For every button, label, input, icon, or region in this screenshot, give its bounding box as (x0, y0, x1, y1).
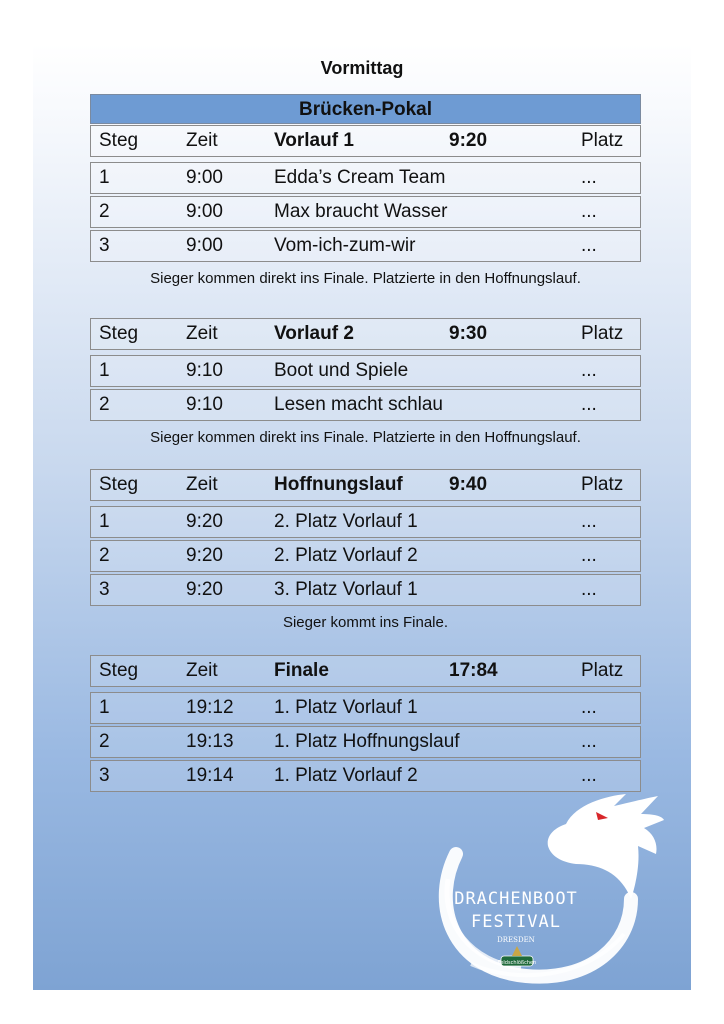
cell-team: 1. Platz Vorlauf 2 (274, 765, 418, 786)
section-note: Sieger kommen direkt ins Finale. Platzierte in den Hoffnungslauf. (150, 270, 581, 287)
section-vorlauf-1 (90, 125, 641, 287)
cell-platz: ... (581, 545, 597, 566)
cell-steg: 2 (99, 201, 110, 222)
drachenboot-festival-logo (426, 784, 666, 984)
cell-team: 1. Platz Vorlauf 1 (274, 697, 418, 718)
race-time: 17:84 (449, 660, 498, 681)
sponsor-text: Feldschlößchen (497, 960, 537, 966)
cell-zeit: 9:10 (186, 394, 223, 415)
cell-steg: 3 (99, 765, 110, 786)
cell-platz: ... (581, 731, 597, 752)
race-title: Finale (274, 660, 329, 681)
cell-zeit: 9:20 (186, 511, 223, 532)
cell-platz: ... (581, 765, 597, 786)
header-zeit: Zeit (186, 323, 218, 344)
table-row (90, 162, 641, 194)
sponsor-badge (498, 946, 537, 966)
race-time: 9:20 (449, 130, 488, 151)
cell-platz: ... (581, 360, 597, 381)
header-steg: Steg (99, 474, 139, 495)
table-row (90, 540, 641, 572)
table-header-row (90, 318, 641, 350)
logo-text-line2: FESTIVAL (471, 912, 561, 932)
cell-steg: 2 (99, 394, 110, 415)
cell-team: 2. Platz Vorlauf 1 (274, 511, 418, 532)
cell-zeit: 9:00 (186, 235, 223, 256)
header-zeit: Zeit (186, 130, 218, 151)
page-heading: Vormittag (320, 58, 404, 78)
cell-steg: 1 (99, 167, 110, 188)
race-title: Vorlauf 1 (274, 130, 354, 151)
logo-text-line3: DRESDEN (497, 936, 535, 944)
table-row (90, 506, 641, 538)
header-platz: Platz (581, 474, 624, 495)
section-hoffnungslauf (90, 469, 641, 631)
cup-title-bar: Brücken-Pokal (90, 94, 641, 124)
cell-zeit: 9:00 (186, 201, 223, 222)
cell-platz: ... (581, 697, 597, 718)
section-note: Sieger kommen direkt ins Finale. Platzierte in den Hoffnungslauf. (150, 429, 581, 446)
cell-zeit: 19:14 (186, 765, 234, 786)
header-steg: Steg (99, 660, 139, 681)
race-time: 9:40 (449, 474, 488, 495)
race-title: Hoffnungslauf (274, 474, 403, 495)
header-steg: Steg (99, 130, 139, 151)
logo-text-line1: DRACHENBOOT (454, 889, 578, 909)
cell-team: 3. Platz Vorlauf 1 (274, 579, 418, 600)
cell-platz: ... (581, 394, 597, 415)
cell-platz: ... (581, 235, 597, 256)
dragon-head-icon (548, 794, 664, 899)
cell-team: Boot und Spiele (274, 360, 409, 381)
section-vorlauf-2 (90, 318, 641, 446)
cell-zeit: 19:13 (186, 731, 234, 752)
table-row (90, 355, 641, 387)
cell-team: Edda’s Cream Team (274, 167, 446, 188)
header-steg: Steg (99, 323, 139, 344)
cell-zeit: 9:20 (186, 579, 223, 600)
cell-steg: 1 (99, 360, 110, 381)
cell-team: Max braucht Wasser (274, 201, 448, 222)
cell-zeit: 19:12 (186, 697, 234, 718)
table-row (90, 692, 641, 724)
section-finale (90, 655, 641, 794)
cell-steg: 3 (99, 579, 110, 600)
cell-steg: 2 (99, 545, 110, 566)
cell-platz: ... (581, 167, 597, 188)
cell-steg: 1 (99, 511, 110, 532)
header-platz: Platz (581, 130, 624, 151)
header-zeit: Zeit (186, 474, 218, 495)
cell-team: Lesen macht schlau (274, 394, 443, 415)
cell-zeit: 9:20 (186, 545, 223, 566)
cell-zeit: 9:10 (186, 360, 223, 381)
cell-steg: 1 (99, 697, 110, 718)
header-zeit: Zeit (186, 660, 218, 681)
cell-zeit: 9:00 (186, 167, 223, 188)
cell-steg: 2 (99, 731, 110, 752)
table-header-row (90, 125, 641, 157)
table-header-row (90, 655, 641, 687)
race-time: 9:30 (449, 323, 488, 344)
cell-team: Vom-ich-zum-wir (274, 235, 416, 256)
section-note: Sieger kommt ins Finale. (282, 614, 449, 631)
table-row (90, 196, 641, 228)
cell-platz: ... (581, 579, 597, 600)
cell-platz: ... (581, 201, 597, 222)
table-row (90, 230, 641, 262)
cell-platz: ... (581, 511, 597, 532)
header-platz: Platz (581, 660, 624, 681)
cell-team: 2. Platz Vorlauf 2 (274, 545, 418, 566)
schedule-page (33, 44, 691, 990)
table-header-row (90, 469, 641, 501)
table-row (90, 574, 641, 606)
table-row (90, 726, 641, 758)
cell-team: 1. Platz Hoffnungslauf (274, 731, 460, 752)
header-platz: Platz (581, 323, 624, 344)
race-title: Vorlauf 2 (274, 323, 354, 344)
table-row (90, 389, 641, 421)
cell-steg: 3 (99, 235, 110, 256)
